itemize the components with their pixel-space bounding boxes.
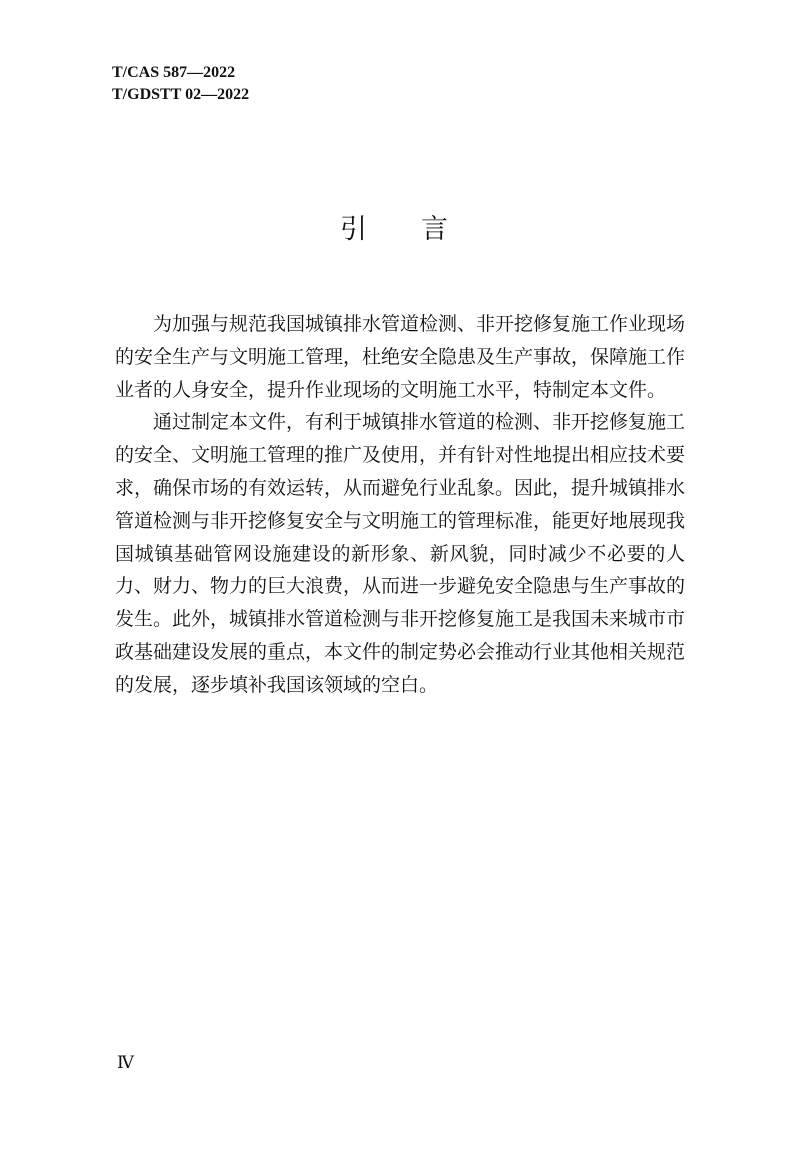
page-title	[0, 210, 790, 250]
paragraph-significance: 通过制定本文件，有利于城镇排水管道的检测、非开挖修复施工的安全、文明施工管理的推广及使用，并有针对性地提出相应技术要求，确保市场的有效运转，从而避免行业乱象。因此，提升城镇排水管道检测与非开挖修复安全与文明施工的管理标准，能更好地展现我国城镇基础管网设施建设的新形象、新风貌，同时减少不必要的人力、财力、物力的巨大浪费，从而进一步避免安全隐患与生产事故的发生。此外，城镇排水管道检测与非开挖修复施工是我国未来城市市政基础建设发展的重点，本文件的制定势必会推动行业其他相关规范的发展，逐步填补我国该领域的空白。	[115, 411, 686, 696]
paragraph-purpose: 为加强与规范我国城镇排水管道检测、非开挖修复施工作业现场的安全生产与文明施工管理，杜绝安全隐患及生产事故，保障施工作业者的人身安全，提升作业现场的文明施工水平，特制定本文件。	[115, 313, 686, 401]
title-char-1: 引	[340, 214, 369, 245]
introduction-body	[115, 308, 685, 702]
page-number: Ⅳ	[117, 1053, 134, 1072]
standard-code-gdstt: T/GDSTT 02—2022	[112, 86, 250, 103]
standard-codes	[112, 62, 249, 106]
title-char-2: 言	[421, 214, 450, 245]
standard-code-cas: T/CAS 587—2022	[112, 64, 236, 81]
